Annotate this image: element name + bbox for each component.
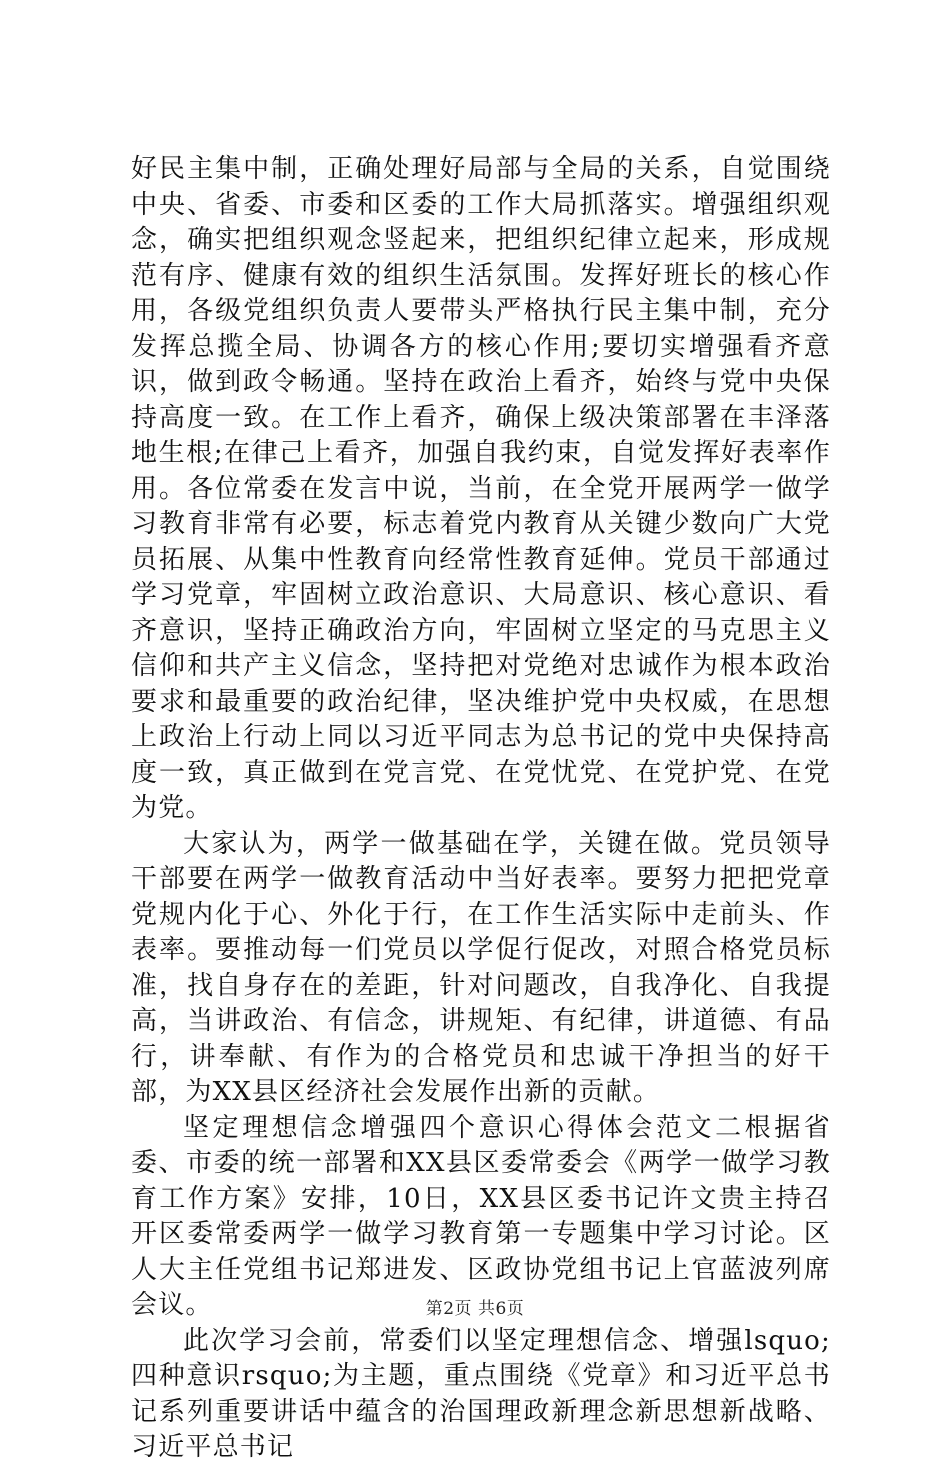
paragraph-3: 坚定理想信念增强四个意识心得体会范文二根据省委、市委的统一部署和XX县区委常委会《两学一做学习教育工作方案》安排，10日，XX县区委书记许文贵主持召开区委常委两学一做学习教育第一专题集中学习讨论。区人大主任党组书记郑进发、区政协党组书记上官蓝波列席会议。 — [131, 1112, 831, 1320]
paragraph-2: 大家认为，两学一做基础在学，关键在做。党员领导干部要在两学一做教育活动中当好表率。要努力把把党章党规内化于心、外化于行，在工作生活实际中走前头、作表率。要推动每一们党员以学促行促改，对照合格党员标准，找自身存在的差距，针对问题改，自我净化、自我提高，当讲政治、有信念，讲规矩、有纪律，讲道德、有品行，讲奉献、有作为的合格党员和忠诚干净担当的好干部，为XX县区经济社会发展作出新的贡献。 — [131, 828, 831, 1107]
document-body — [131, 152, 831, 1466]
page-footer: 第2页 共6页 — [425, 1299, 525, 1319]
paragraph-4: 此次学习会前，常委们以坚定理想信念、增强lsquo;四种意识rsquo;为主题，重点围绕《党章》和习近平总书记系列重要讲话中蕴含的治国理政新理念新思想新战略、习近平总书记 — [131, 1325, 831, 1462]
paragraph-1: 好民主集中制，正确处理好局部与全局的关系，自觉围绕中央、省委、市委和区委的工作大局抓落实。增强组织观念，确实把组织观念竖起来，把组织纪律立起来，形成规范有序、健康有效的组织生活氛围。发挥好班长的核心作用，各级党组织负责人要带头严格执行民主集中制，充分发挥总揽全局、协调各方的核心作用;要切实增强看齐意识，做到政令畅通。坚持在政治上看齐，始终与党中央保持高度一致。在工作上看齐，确保上级决策部署在丰泽落地生根;在律己上看齐，加强自我约束，自觉发挥好表率作用。各位常委在发言中说，当前，在全党开展两学一做学习教育非常有必要，标志着党内教育从关键少数向广大党员拓展、从集中性教育向经常性教育延伸。党员干部通过学习党章，牢固树立政治意识、大局意识、核心意识、看齐意识，坚持正确政治方向，牢固树立坚定的马克思主义信仰和共产主义信念，坚持把对党绝对忠诚作为根本政治要求和最重要的政治纪律，坚决维护党中央权威，在思想上政治上行动上同以习近平同志为总书记的党中央保持高度一致，真正做到在党言党、在党忧党、在党护党、在党为党。 — [131, 154, 831, 823]
